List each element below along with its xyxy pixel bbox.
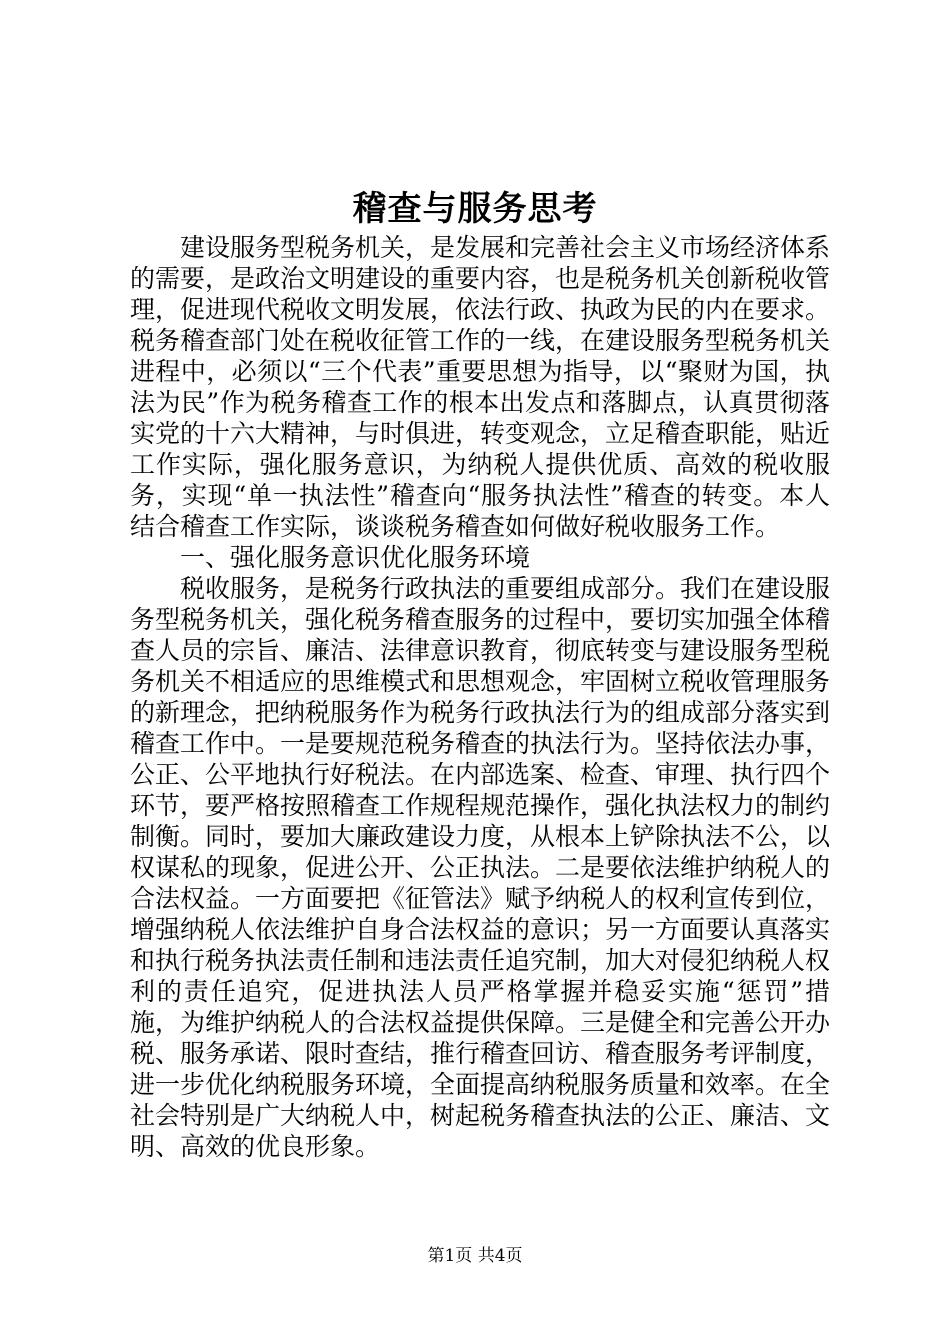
paragraph-intro: 建设服务型税务机关，是发展和完善社会主义市场经济体系的需要，是政治文明建设的重要内容，也是税务机关创新税收管理，促进现代税收文明发展，依法行政、执政为民的内在要求。税务稽查部门处在税收征管工作的一线，在建设服务型税务机关进程中，必须以“三个代表”重要思想为指导，以“聚财为国，执法为民”作为税务稽查工作的根本出发点和落脚点，认真贯彻落实党的十六大精神，与时俱进，转变观念，立足稽查职能，贴近工作实际，强化服务意识，为纳税人提供优质、高效的税收服务，实现“单一执法性”稽查向“服务执法性”稽查的转变。本人结合稽查工作实际，谈谈税务稽查如何做好税收服务工作。 [130, 233, 831, 541]
section-heading: 一、强化服务意识优化服务环境 [180, 543, 531, 572]
page-number-footer: 第1页 共4页 [427, 1246, 523, 1266]
document-body [130, 232, 830, 1162]
document-title: 稽查与服务思考 [352, 189, 598, 229]
paragraph-section-one: 税收服务，是税务行政执法的重要组成部分。我们在建设服务型税务机关，强化税务稽查服务的过程中，要切实加强全体稽查人员的宗旨、廉洁、法律意识教育，彻底转变与建设服务型税务机关不相适应的思维模式和思想观念，牢固树立税收管理服务的新理念，把纳税服务作为税务行政执法行为的组成部分落实到稽查工作中。一是要规范税务稽查的执法行为。坚持依法办事，公正、公平地执行好税法。在内部选案、检查、审理、执行四个环节，要严格按照稽查工作规程规范操作，强化执法权力的制约制衡。同时，要加大廉政建设力度，从根本上铲除执法不公，以权谋私的现象，促进公开、公正执法。二是要依法维护纳税人的合法权益。一方面要把《征管法》赋予纳税人的权利宣传到位，增强纳税人依法维护自身合法权益的意识；另一方面要认真落实和执行税务执法责任制和违法责任追究制，加大对侵犯纳税人权利的责任追究，促进执法人员严格掌握并稳妥实施“惩罚”措施，为维护纳税人的合法权益提供保障。三是健全和完善公开办税、服务承诺、限时查结，推行稽查回访、稽查服务考评制度，进一步优化纳税服务环境，全面提高纳税服务质量和效率。在全社会特别是广大纳税人中，树起税务稽查执法的公正、廉洁、文明、高效的优良形象。 [130, 574, 831, 1161]
